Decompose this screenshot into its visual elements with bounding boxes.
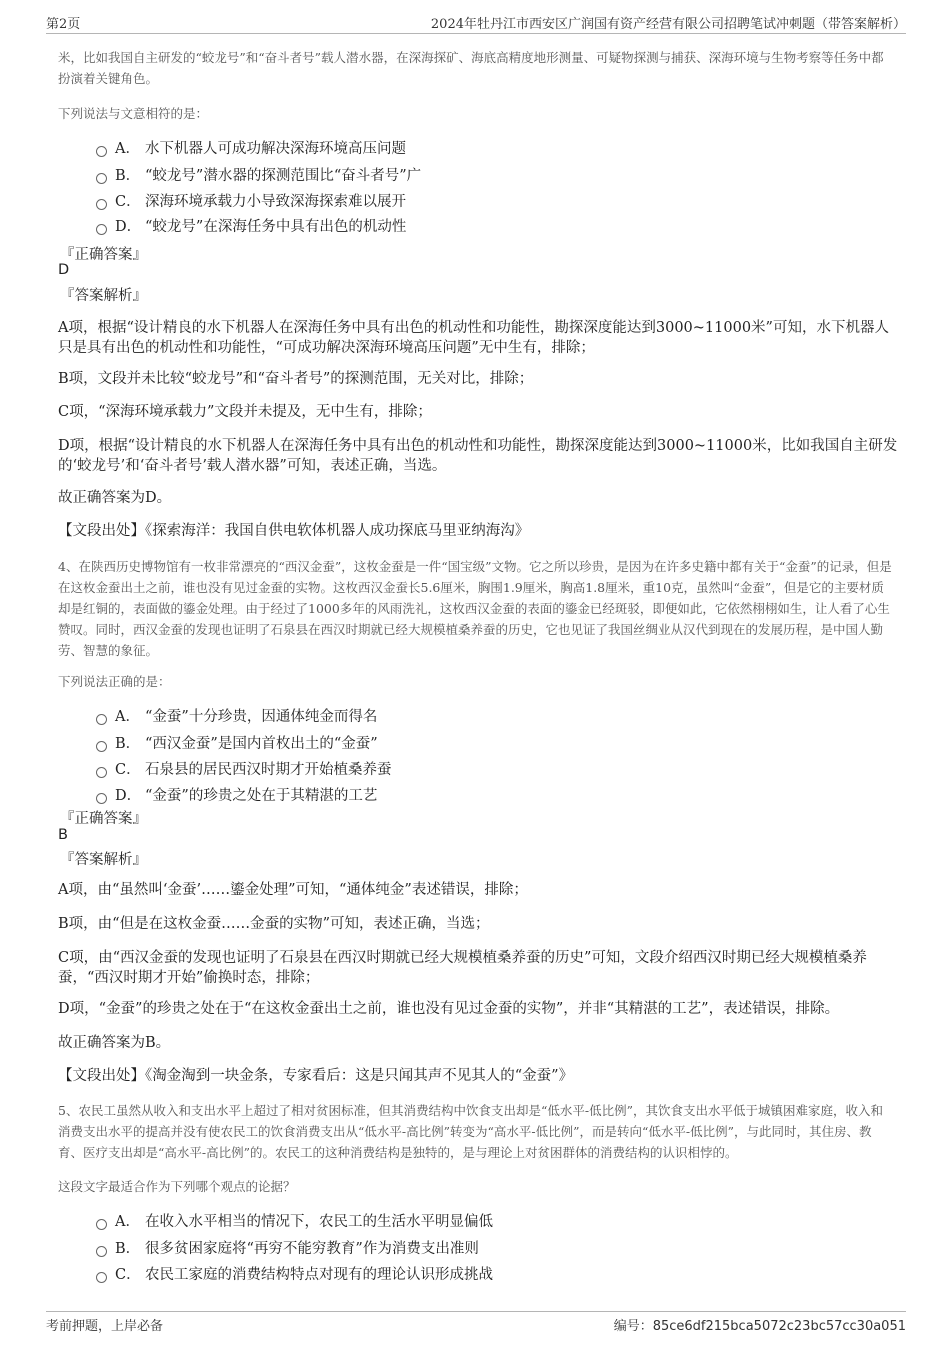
page-header xyxy=(46,11,906,34)
q5-prompt: 这段文字最适合作为下列哪个观点的论据？ xyxy=(58,1179,296,1194)
q4-conclusion: 故正确答案为B。 xyxy=(58,1035,171,1051)
page-number: 第2页 xyxy=(46,17,81,32)
q3-answer-label: 『正确答案』 xyxy=(60,247,147,263)
q3-analysis-c: C项，“深海环境承载力”文段并未提及，无中生有，排除； xyxy=(58,404,432,420)
q3-conclusion: 故正确答案为D。 xyxy=(58,490,172,506)
q3-option-c[interactable]: C． 深海环境承载力小导致深海探索难以展开 xyxy=(96,190,406,211)
radio-icon[interactable] xyxy=(96,714,107,725)
radio-icon[interactable] xyxy=(96,767,107,778)
q5-option-c[interactable]: C． 农民工家庭的消费结构特点对现有的理论认识形成挑战 xyxy=(96,1263,493,1284)
radio-icon[interactable] xyxy=(96,1272,107,1283)
q5-passage: 5、农民工虽然从收入和支出水平上超过了相对贫困标准，但其消费结构中饮食支出却是“低水平-低比例”，其饮食支出水平低于城镇困难家庭，收入和消费支出水平的提高并没有使农民工的饮食消费支出从“低水平-高比例”转变为“高水平-低比例”，而是转向“低水平-低比例”，与此同时，其住房、教育、医疗支出却是“高水平-高比例”的。农民工的这种消费结构是独特的，是与理论上对贫困群体的消费结构的认识相悖的。 xyxy=(58,1103,883,1160)
q4-option-b[interactable]: B． “西汉金蚕”是国内首枚出土的“金蚕” xyxy=(96,732,378,753)
q4-option-a[interactable]: A． “金蚕”十分珍贵，因通体纯金而得名 xyxy=(96,705,377,726)
page-footer xyxy=(46,1311,906,1336)
q3-analysis-d: D项，根据“设计精良的水下机器人在深海任务中具有出色的机动性和功能性，勘探深度能达到3000~11000米，比如我国自主研发的‘蛟龙号’和‘奋斗者号’载人潜水器”可知，表述正确，当选。 xyxy=(58,438,898,474)
q5-option-b[interactable]: B． 很多贫困家庭将“再穷不能穷教育”作为消费支出准则 xyxy=(96,1237,479,1258)
radio-icon[interactable] xyxy=(96,741,107,752)
q4-analysis-label: 『答案解析』 xyxy=(60,852,147,868)
radio-icon[interactable] xyxy=(96,199,107,210)
q4-prompt: 下列说法正确的是： xyxy=(58,674,171,689)
q4-answer-label: 『正确答案』 xyxy=(60,811,147,827)
radio-icon[interactable] xyxy=(96,173,107,184)
q3-analysis-a: A项，根据“设计精良的水下机器人在深海任务中具有出色的机动性和功能性，勘探深度能达到3000~11000米”可知，水下机器人只是具有出色的机动性和功能性，“可成功解决深海环境高压问题”无中生有，排除； xyxy=(58,320,889,356)
document-code: 编号：85ce6df215bca5072c23bc57cc30a051 xyxy=(613,1319,906,1334)
q4-analysis-b: B项，由“但是在这枚金蚕……金蚕的实物”可知，表述正确，当选； xyxy=(58,916,490,932)
q4-analysis-c: C项，由“西汉金蚕的发现也证明了石泉县在西汉时期就已经大规模植桑养蚕的历史”可知，文段介绍西汉时期已经大规模植桑养蚕，“西汉时期才开始”偷换时态，排除； xyxy=(58,950,867,986)
q5-option-a[interactable]: A． 在收入水平相当的情况下，农民工的生活水平明显偏低 xyxy=(96,1210,493,1231)
q4-option-c[interactable]: C． 石泉县的居民西汉时期才开始植桑养蚕 xyxy=(96,758,392,779)
q3-option-b[interactable]: B． “蛟龙号”潜水器的探测范围比“奋斗者号”广 xyxy=(96,164,421,185)
radio-icon[interactable] xyxy=(96,1246,107,1257)
q3-passage: 米，比如我国自主研发的“蛟龙号”和“奋斗者号”载人潜水器，在深海探矿、海底高精度地形测量、可疑物探测与捕获、深海环境与生物考察等任务中都扮演着关键角色。 xyxy=(58,50,884,86)
q4-source: 【文段出处】《淘金淘到一块金条，专家看后：这是只闻其声不见其人的“金蚕”》 xyxy=(58,1068,574,1084)
footer-slogan: 考前押题，上岸必备 xyxy=(46,1319,164,1334)
q3-prompt: 下列说法与文意相符的是： xyxy=(58,106,209,121)
q4-analysis-a: A项，由“虽然叫‘金蚕’……鎏金处理”可知，“通体纯金”表述错误，排除； xyxy=(58,882,528,898)
q4-option-d[interactable]: D． “金蚕”的珍贵之处在于其精湛的工艺 xyxy=(96,784,377,805)
q3-answer: D xyxy=(58,262,70,278)
q3-source: 【文段出处】《探索海洋：我国自供电软体机器人成功探底马里亚纳海沟》 xyxy=(58,523,530,539)
q3-analysis-b: B项，文段并未比较“蛟龙号”和“奋斗者号”的探测范围，无关对比，排除； xyxy=(58,371,534,387)
document-title: 2024年牡丹江市西安区广润国有资产经营有限公司招聘笔试冲刺题（带答案解析） xyxy=(430,17,906,32)
radio-icon[interactable] xyxy=(96,793,107,804)
q3-analysis-label: 『答案解析』 xyxy=(60,288,147,304)
q4-analysis-d: D项，“金蚕”的珍贵之处在于“在这枚金蚕出土之前，谁也没有见过金蚕的实物”，并非“其精湛的工艺”，表述错误，排除。 xyxy=(58,1001,840,1017)
q4-passage: 4、在陕西历史博物馆有一枚非常漂亮的“西汉金蚕”，这枚金蚕是一件“国宝级”文物。它之所以珍贵，是因为在许多史籍中都有关于“金蚕”的记录，但是在这枚金蚕出土之前，谁也没有见过金蚕的实物。这枚西汉金蚕长5.6厘米，胸围1.9厘米，胸高1.8厘米，重10克，虽然叫“金蚕”，但是它的主要材质却是红铜的，表面做的鎏金处理。由于经过了1000多年的风雨洗礼，这枚西汉金蚕的表面的鎏金已经斑驳，即便如此，它依然栩栩如生，让人看了心生赞叹。同时，西汉金蚕的发现也证明了石泉县在西汉时期就已经大规模植桑养蚕的历史，它也见证了我国丝绸业从汉代到现在的发展历程，是中国人勤劳、智慧的象征。 xyxy=(58,559,892,658)
radio-icon[interactable] xyxy=(96,1219,107,1230)
q3-option-a[interactable]: A． 水下机器人可成功解决深海环境高压问题 xyxy=(96,137,406,158)
q4-answer: B xyxy=(58,827,68,843)
radio-icon[interactable] xyxy=(96,224,107,235)
q3-option-d[interactable]: D． “蛟龙号”在深海任务中具有出色的机动性 xyxy=(96,215,406,236)
radio-icon[interactable] xyxy=(96,146,107,157)
